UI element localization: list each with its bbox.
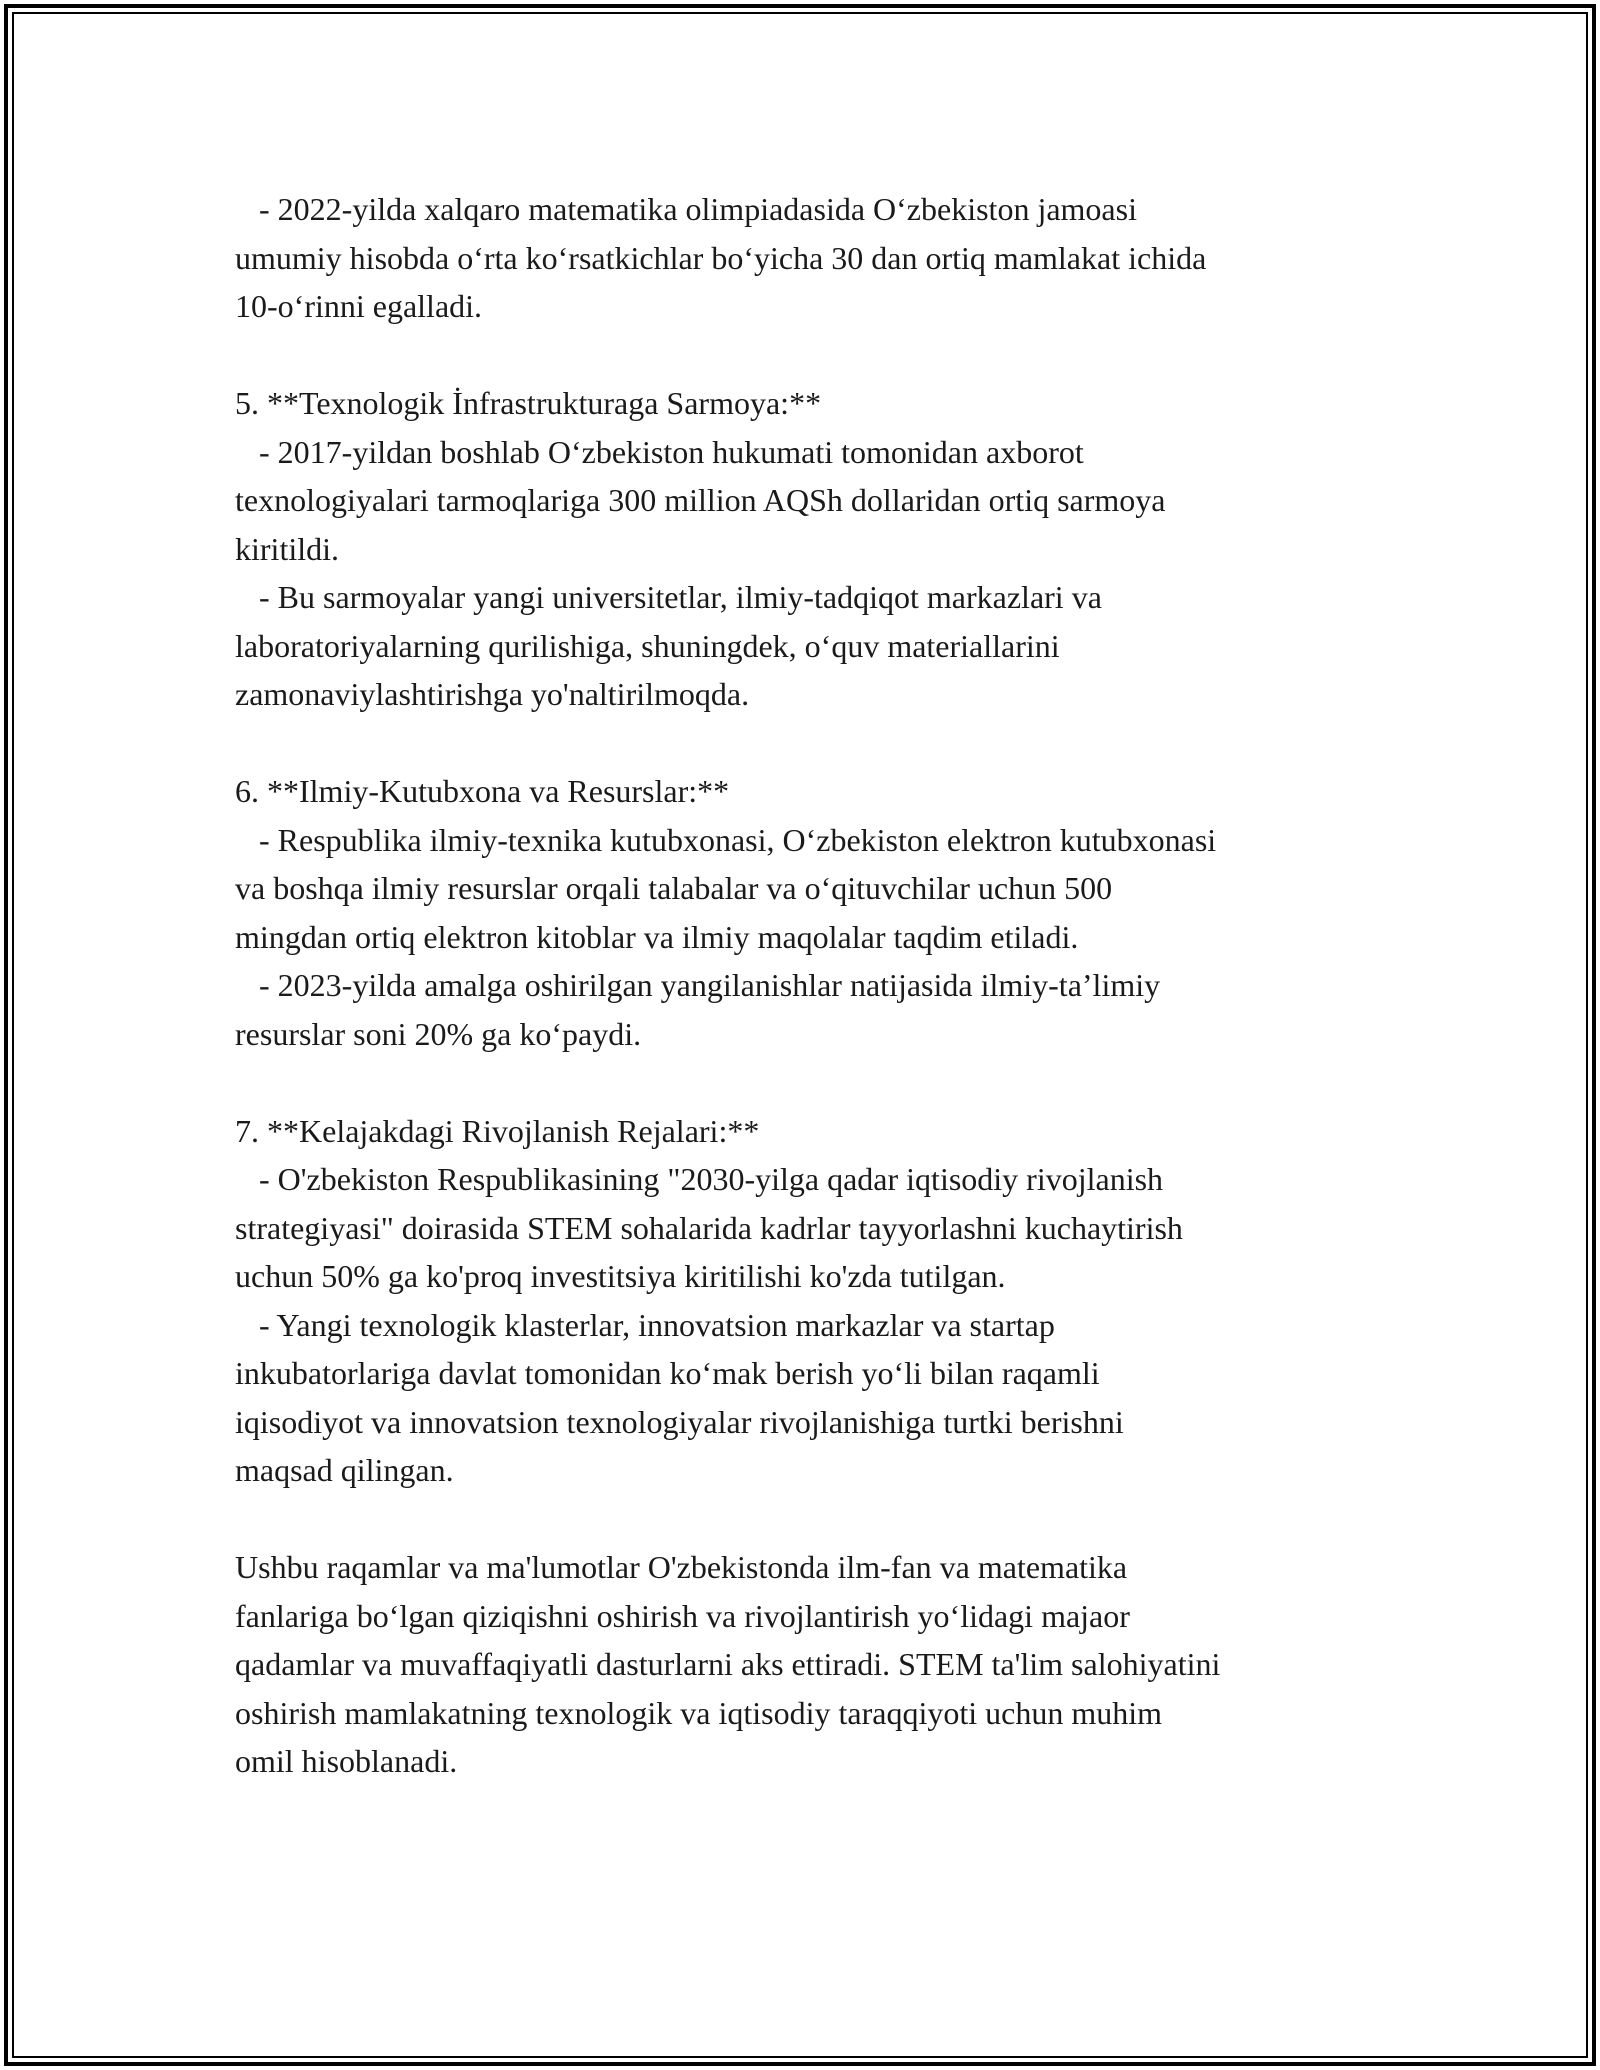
text-line: - Respublika ilmiy-texnika kutubxonasi, O‘zbekiston elektron kutubxonasi	[235, 821, 1217, 858]
text-line: - O'zbekiston Respublikasining "2030-yilga qadar iqtisodiy rivojlanish	[235, 1161, 1164, 1197]
text-line: oshirish mamlakatning texnologik va iqtisodiy taraqqiyoti uchun muhim	[235, 1694, 1162, 1731]
section-heading: 5. **Texnologik İnfrastrukturaga Sarmoya:**	[235, 385, 822, 421]
section-5	[235, 379, 1375, 719]
text-line: uchun 50% ga ko'proq investitsiya kiritilishi ko'zda tutilgan.	[235, 1258, 1006, 1294]
text-line: mingdan ortiq elektron kitoblar va ilmiy maqolalar taqdim etiladi.	[235, 918, 1079, 955]
paragraph-gap	[235, 1495, 1375, 1544]
text-line: Ushbu raqamlar va ma'lumotlar O'zbekistonda ilm-fan va matematika	[235, 1549, 1128, 1585]
text-line: qadamlar va muvaffaqiyatli dasturlarni aks ettiradi. STEM ta'lim salohiyatini	[235, 1646, 1221, 1682]
text-line: resurslar soni 20% ga ko‘paydi.	[235, 1015, 642, 1052]
conclusion-paragraph	[235, 1543, 1375, 1786]
text-line: va boshqa ilmiy resurslar orqali talabalar va o‘qituvchilar uchun 500	[235, 870, 1113, 906]
text-line: - 2023-yilda amalga oshirilgan yangilanishlar natijasida ilmiy-ta’limiy	[235, 967, 1161, 1003]
section-7	[235, 1107, 1375, 1495]
paragraph-gap	[235, 331, 1375, 380]
text-line: zamonaviylashtirishga yo'naltirilmoqda.	[235, 676, 750, 712]
paragraph-gap	[235, 719, 1375, 768]
text-line: umumiy hisobda o‘rta ko‘rsatkichlar bo‘yicha 30 dan ortiq mamlakat ichida	[235, 239, 1207, 276]
olympiad-paragraph	[235, 185, 1375, 331]
text-line: fanlariga bo‘lgan qiziqishni oshirish va rivojlantirish yo‘lidagi majaor	[235, 1597, 1130, 1634]
section-heading: 6. **Ilmiy-Kutubxona va Resurslar:**	[235, 773, 730, 809]
text-line: maqsad qilingan.	[235, 1452, 454, 1488]
text-line: - 2017-yildan boshlab O‘zbekiston hukumati tomonidan axborot	[235, 433, 1084, 470]
text-line: inkubatorlariga davlat tomonidan ko‘mak berish yo‘li bilan raqamli	[235, 1355, 1100, 1391]
paragraph-gap	[235, 1058, 1375, 1107]
text-line: omil hisoblanadi.	[235, 1743, 458, 1779]
text-line: - Yangi texnologik klasterlar, innovatsion markazlar va startap	[235, 1306, 1055, 1343]
text-line: laboratoriyalarning qurilishiga, shuningdek, o‘quv materiallarini	[235, 627, 1060, 664]
section-heading: 7. **Kelajakdagi Rivojlanish Rejalari:**	[235, 1112, 760, 1149]
text-line: - Bu sarmoyalar yangi universitetlar, ilmiy-tadqiqot markazlari va	[235, 579, 1102, 615]
text-line: kiritildi.	[235, 530, 339, 567]
text-line: iqisodiyot va innovatsion texnologiyalar rivojlanishiga turtki berishni	[235, 1403, 1124, 1440]
text-line: strategiyasi" doirasida STEM sohalarida kadrlar tayyorlashni kuchaytirish	[235, 1209, 1183, 1246]
document-body	[235, 185, 1375, 1786]
text-line: 10-o‘rinni egalladi.	[235, 288, 483, 324]
section-6	[235, 767, 1375, 1058]
text-line: texnologiyalari tarmoqlariga 300 million AQSh dollaridan ortiq sarmoya	[235, 482, 1166, 518]
text-line: - 2022-yilda xalqaro matematika olimpiadasida O‘zbekiston jamoasi	[235, 191, 1137, 227]
